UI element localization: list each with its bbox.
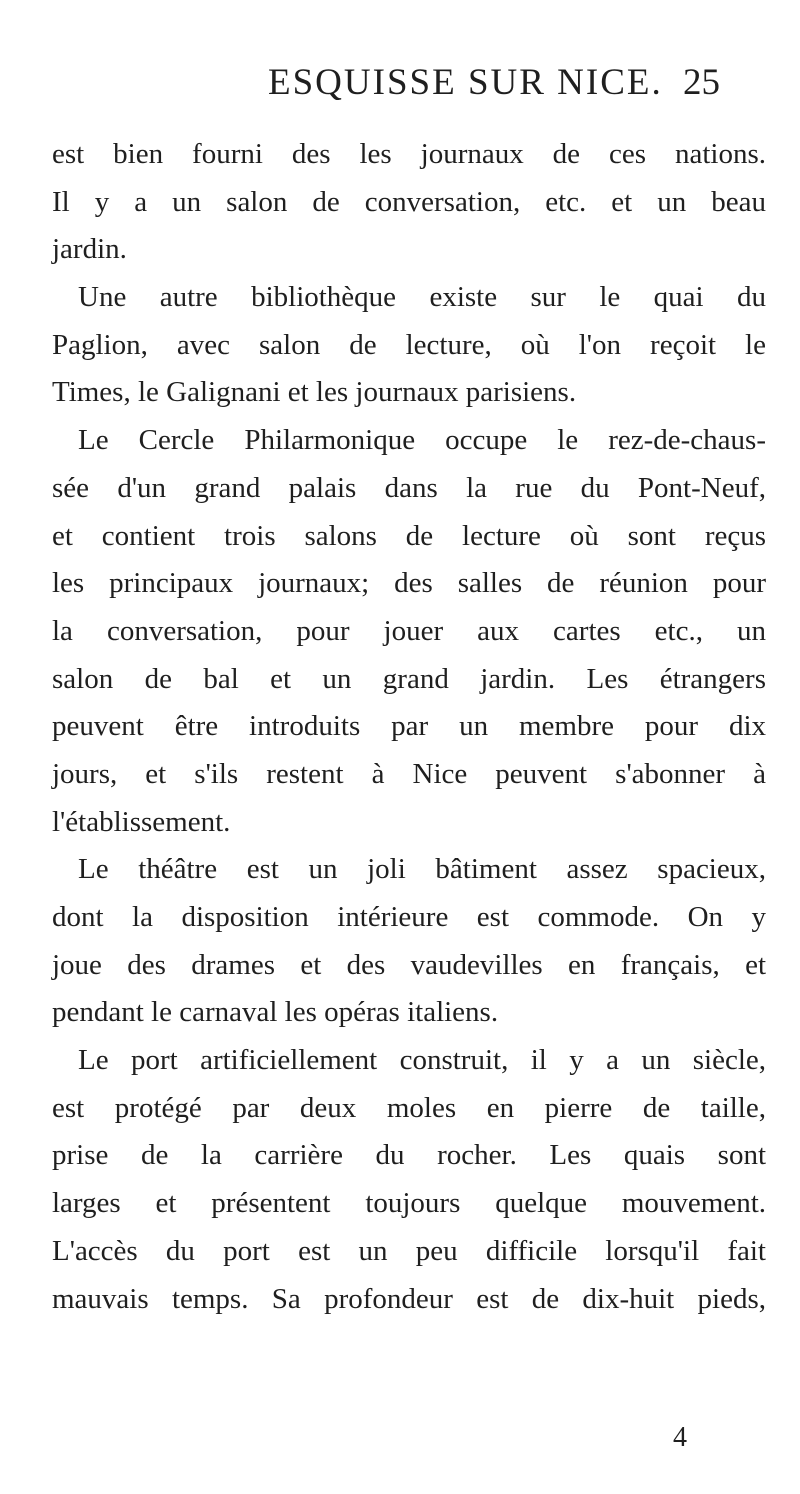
text-line: la conversation, pour jouer aux cartes etc., un xyxy=(52,614,766,647)
text-line: l'établissement. xyxy=(52,805,231,838)
text-line: prise de la carrière du rocher. Les quais sont xyxy=(52,1139,766,1172)
text-line: Times, le Galignani et les journaux parisiens. xyxy=(52,376,577,409)
text-line: L'accès du port est un peu difficile lorsqu'il fait xyxy=(52,1234,766,1267)
text-line: est protégé par deux moles en pierre de taille, xyxy=(52,1091,766,1124)
signature-mark: 4 xyxy=(673,1422,687,1453)
text-line: et contient trois salons de lecture où sont reçus xyxy=(52,519,766,552)
text-line: peuvent être introduits par un membre pour dix xyxy=(52,710,766,743)
running-title: ESQUISSE SUR NICE. xyxy=(268,62,663,103)
text-line: dont la disposition intérieure est commode. On y xyxy=(52,901,766,933)
text-line: joue des drames et des vaudevilles en français, et xyxy=(52,948,766,981)
page-number: 25 xyxy=(683,62,720,103)
text-line: sée d'un grand palais dans la rue du Pont-Neuf, xyxy=(52,471,766,504)
text-line: jardin. xyxy=(52,233,127,266)
running-head xyxy=(0,58,800,108)
text-line: mauvais temps. Sa profondeur est de dix-huit pieds, xyxy=(52,1282,766,1315)
text-line: Le Cercle Philarmonique occupe le rez-de-chaus- xyxy=(78,424,766,457)
text-line: Le port artificiellement construit, il y a un siècle, xyxy=(78,1044,766,1077)
text-line: les principaux journaux; des salles de réunion pour xyxy=(52,567,766,600)
text-line: salon de bal et un grand jardin. Les étrangers xyxy=(52,662,766,695)
text-line: jours, et s'ils restent à Nice peuvent s'abonner à xyxy=(52,757,766,790)
text-line: est bien fourni des les journaux de ces nations. xyxy=(52,138,766,170)
text-line: Il y a un salon de conversation, etc. et un beau xyxy=(52,185,766,218)
body-text xyxy=(52,131,766,1323)
text-line: Une autre bibliothèque existe sur le quai du xyxy=(78,281,766,314)
text-line: Paglion, avec salon de lecture, où l'on reçoit le xyxy=(52,328,766,361)
text-line: Le théâtre est un joli bâtiment assez spacieux, xyxy=(78,853,766,886)
text-line: larges et présentent toujours quelque mouvement. xyxy=(52,1187,766,1220)
text-line: pendant le carnaval les opéras italiens. xyxy=(52,996,499,1029)
